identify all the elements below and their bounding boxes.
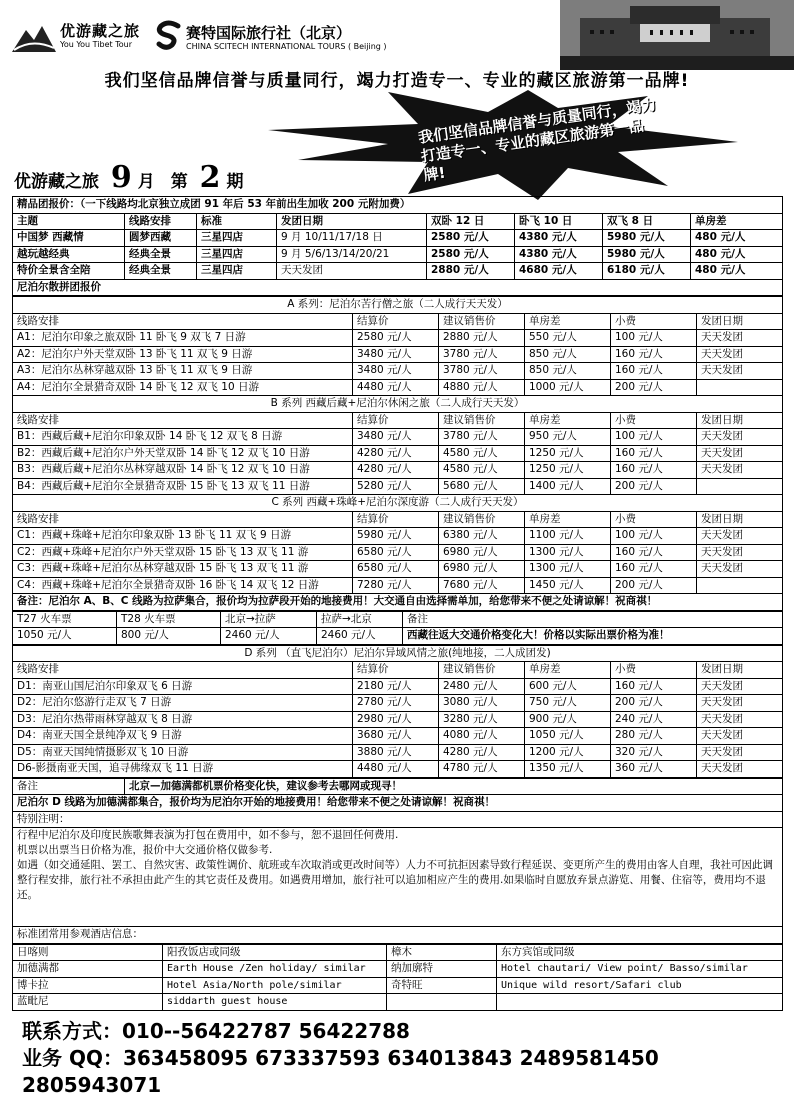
col-header: 小费 xyxy=(611,511,697,528)
table-row xyxy=(13,544,783,561)
table-cell: 阳孜饭店或同级 xyxy=(163,944,387,961)
table-cell: D2：尼泊尔悠游行走双飞 7 日游 xyxy=(13,695,353,712)
table-row xyxy=(13,330,783,347)
col-header: 发团日期 xyxy=(697,511,783,528)
agency-english: CHINA SCITECH INTERNATIONAL TOURS ( Beijing ) xyxy=(186,42,387,51)
col-header: 单房差 xyxy=(525,511,611,528)
table-cell: 9 月 10/11/17/18 日 xyxy=(277,230,427,247)
table-cell: 2580 元/人 xyxy=(427,246,515,263)
table-row xyxy=(13,462,783,479)
table-cell: A1：尼泊尔印象之旅双卧 11 卧飞 9 双飞 7 日游 xyxy=(13,330,353,347)
table-cell: Unique wild resort/Safari club xyxy=(497,977,783,994)
table-row xyxy=(13,944,783,961)
table-row xyxy=(13,246,783,263)
table-cell: C1：西藏+珠峰+尼泊尔印象双卧 13 卧飞 11 双飞 9 日游 xyxy=(13,528,353,545)
logo-english: You You Tibet Tour xyxy=(60,40,132,49)
table-cell: 博卡拉 xyxy=(13,977,163,994)
table-cell: 6980 元/人 xyxy=(439,544,525,561)
col-header: 建议销售价 xyxy=(439,511,525,528)
table-cell: 天天发团 xyxy=(697,761,783,778)
issue-line xyxy=(14,160,244,195)
table-cell: 2180 元/人 xyxy=(353,678,439,695)
table-row xyxy=(13,561,783,578)
table-cell: 3780 元/人 xyxy=(439,429,525,446)
table-cell: 6980 元/人 xyxy=(439,561,525,578)
table-cell: 4580 元/人 xyxy=(439,462,525,479)
table-cell: 4580 元/人 xyxy=(439,445,525,462)
col-header: 发团日期 xyxy=(697,662,783,679)
table-cell: 4680 元/人 xyxy=(515,263,603,280)
col-header: 结算价 xyxy=(353,662,439,679)
starburst-text: 我们坚信品牌信誉与质量同行，竭力打造专一、专业的藏区旅游第一品牌! xyxy=(417,95,658,185)
table-cell: 天天发团 xyxy=(697,711,783,728)
table-cell xyxy=(697,478,783,495)
table-row xyxy=(13,230,783,247)
issue-number: 2 xyxy=(199,160,221,195)
table-cell: 3780 元/人 xyxy=(439,346,525,363)
table-cell xyxy=(697,577,783,594)
table-cell: 4280 元/人 xyxy=(353,462,439,479)
issue-month: 9 xyxy=(110,160,132,195)
col-header: 线路安排 xyxy=(13,662,353,679)
transport-value: 800 元/人 xyxy=(117,628,221,645)
table-cell: 天天发团 xyxy=(697,363,783,380)
table-cell: 3680 元/人 xyxy=(353,728,439,745)
table-cell: 日喀则 xyxy=(13,944,163,961)
quote-header: 主题 xyxy=(13,213,125,230)
table-cell: 900 元/人 xyxy=(525,711,611,728)
table-cell: D5：南亚天国纯情摄影双飞 10 日游 xyxy=(13,744,353,761)
transport-header: 备注 xyxy=(403,611,783,628)
table-cell: 2480 元/人 xyxy=(439,678,525,695)
table-row xyxy=(13,744,783,761)
quote-header: 单房差 xyxy=(691,213,783,230)
table-cell: 1200 元/人 xyxy=(525,744,611,761)
table-cell: 4380 元/人 xyxy=(515,230,603,247)
table-cell: B1：西藏后藏+尼泊尔印象双卧 14 卧飞 12 双飞 8 日游 xyxy=(13,429,353,446)
table-cell: D3：尼泊尔热带雨林穿越双飞 8 日游 xyxy=(13,711,353,728)
table-cell: 6580 元/人 xyxy=(353,544,439,561)
col-header: 单房差 xyxy=(525,662,611,679)
col-header: 结算价 xyxy=(353,412,439,429)
table-cell: 天天发团 xyxy=(697,544,783,561)
issue-month-label: 月 xyxy=(137,172,155,192)
col-header: 小费 xyxy=(611,412,697,429)
table-cell: 2580 元/人 xyxy=(427,230,515,247)
table-cell: 天天发团 xyxy=(697,528,783,545)
col-header: 建议销售价 xyxy=(439,662,525,679)
table-cell: 经典全景 xyxy=(125,246,197,263)
table-row xyxy=(13,346,783,363)
note-line: 行程中尼泊尔及印度民族歌舞表演为打包在费用中，如不参与，恕不退回任何费用. xyxy=(17,829,399,841)
table-cell: 经典全景 xyxy=(125,263,197,280)
table-cell: 加德满都 xyxy=(13,961,163,978)
price-tables xyxy=(12,196,782,1011)
table-cell: 4080 元/人 xyxy=(439,728,525,745)
transport-header: 北京→拉萨 xyxy=(221,611,317,628)
table-cell: 4280 元/人 xyxy=(439,744,525,761)
table-cell: A4：尼泊尔全景猎奇双卧 14 卧飞 12 双飞 10 日游 xyxy=(13,379,353,396)
table-cell: 蓝毗尼 xyxy=(13,994,163,1011)
table-cell: 天天发团 xyxy=(697,462,783,479)
table-cell: 5980 元/人 xyxy=(603,230,691,247)
table-cell: 200 元/人 xyxy=(611,379,697,396)
table-cell: C4：西藏+珠峰+尼泊尔全景猎奇双卧 16 卧飞 14 双飞 12 日游 xyxy=(13,577,353,594)
table-cell: 9 月 5/6/13/14/20/21 xyxy=(277,246,427,263)
contact-block xyxy=(22,1018,794,1099)
series-d-table xyxy=(12,645,783,778)
table-cell: 3880 元/人 xyxy=(353,744,439,761)
table-row xyxy=(13,263,783,280)
table-cell: 3780 元/人 xyxy=(439,363,525,380)
table-cell: 三星四店 xyxy=(197,246,277,263)
table-row xyxy=(13,761,783,778)
table-cell: 280 元/人 xyxy=(611,728,697,745)
table-cell: A2：尼泊尔户外天堂双卧 13 卧飞 11 双飞 9 日游 xyxy=(13,346,353,363)
issue-label: 第 xyxy=(170,172,188,192)
table-cell: 5280 元/人 xyxy=(353,478,439,495)
table-cell: 1250 元/人 xyxy=(525,462,611,479)
table-cell: siddarth guest house xyxy=(163,994,387,1011)
table-cell: 5980 元/人 xyxy=(353,528,439,545)
table-cell: 750 元/人 xyxy=(525,695,611,712)
table-cell xyxy=(387,994,497,1011)
col-header: 小费 xyxy=(611,662,697,679)
table-cell: Hotel chautari/ View point/ Basso/similar xyxy=(497,961,783,978)
quote-header: 发团日期 xyxy=(277,213,427,230)
table-cell: 240 元/人 xyxy=(611,711,697,728)
header xyxy=(0,0,794,96)
table-cell: 6180 元/人 xyxy=(603,263,691,280)
logo-name: 优游藏之旅 xyxy=(60,22,141,40)
table-cell: 160 元/人 xyxy=(611,363,697,380)
table-cell: 950 元/人 xyxy=(525,429,611,446)
transport-value: 1050 元/人 xyxy=(13,628,117,645)
table-cell: 1350 元/人 xyxy=(525,761,611,778)
table-cell: 2880 元/人 xyxy=(427,263,515,280)
table-row xyxy=(13,728,783,745)
col-header: 小费 xyxy=(611,313,697,330)
issue-suffix: 期 xyxy=(226,172,244,192)
col-header: 单房差 xyxy=(525,313,611,330)
table-cell: 4780 元/人 xyxy=(439,761,525,778)
table-cell: 中国梦 西藏情 xyxy=(13,230,125,247)
contact-phone-label: 联系方式： xyxy=(22,1019,122,1043)
table-cell: 天天发团 xyxy=(697,728,783,745)
hotels-title: 标准团常用参观酒店信息： xyxy=(13,927,783,944)
table-cell: 天天发团 xyxy=(697,346,783,363)
table-cell: 2780 元/人 xyxy=(353,695,439,712)
table-row xyxy=(13,678,783,695)
slogan: 我们坚信品牌信誉与质量同行，竭力打造专一、专业的藏区旅游第一品牌! xyxy=(104,71,690,91)
table-cell: 特价全景含全陪 xyxy=(13,263,125,280)
notes-body xyxy=(13,828,783,927)
table-cell: 天天发团 xyxy=(697,561,783,578)
table-cell: 4280 元/人 xyxy=(353,445,439,462)
quote-header: 双卧 12 日 xyxy=(427,213,515,230)
table-cell: 1000 元/人 xyxy=(525,379,611,396)
table-cell: 3480 元/人 xyxy=(353,429,439,446)
transport-value: 西藏往返大交通价格变化大！价格以实际出票价格为准！ xyxy=(403,628,783,645)
table-row xyxy=(13,695,783,712)
table-cell: A3：尼泊尔丛林穿越双卧 13 卧飞 11 双飞 9 日游 xyxy=(13,363,353,380)
table-cell: 550 元/人 xyxy=(525,330,611,347)
table-cell: B4：西藏后藏+尼泊尔全景猎奇双卧 15 卧飞 13 双飞 11 日游 xyxy=(13,478,353,495)
col-header: 结算价 xyxy=(353,511,439,528)
table-cell: 7280 元/人 xyxy=(353,577,439,594)
quote-table xyxy=(12,196,783,296)
contact-phone xyxy=(22,1018,794,1045)
table-cell: 东方宾馆或同级 xyxy=(497,944,783,961)
table-cell: 160 元/人 xyxy=(611,445,697,462)
table-cell: 850 元/人 xyxy=(525,346,611,363)
table-row xyxy=(13,445,783,462)
table-cell: 4480 元/人 xyxy=(353,379,439,396)
table-cell: 200 元/人 xyxy=(611,695,697,712)
nepal-table xyxy=(12,296,783,611)
hotels-table xyxy=(12,944,783,1011)
table-cell: 三星四店 xyxy=(197,230,277,247)
table-row xyxy=(13,994,783,1011)
nepal-title: 尼泊尔散拼团报价 xyxy=(13,279,783,296)
table-cell: 1100 元/人 xyxy=(525,528,611,545)
table-cell: 100 元/人 xyxy=(611,429,697,446)
transport-value: 2460 元/人 xyxy=(221,628,317,645)
table-cell: 7680 元/人 xyxy=(439,577,525,594)
table-cell: 1250 元/人 xyxy=(525,445,611,462)
table-cell: B3：西藏后藏+尼泊尔丛林穿越双卧 14 卧飞 12 双飞 10 日游 xyxy=(13,462,353,479)
table-cell: 6580 元/人 xyxy=(353,561,439,578)
table-cell: 樟木 xyxy=(387,944,497,961)
table-cell: 3480 元/人 xyxy=(353,363,439,380)
table-cell: 天天发团 xyxy=(277,263,427,280)
table-cell: 纳加廓特 xyxy=(387,961,497,978)
series-a-title: A 系列：尼泊尔苦行僧之旅（二人成行天天发） xyxy=(13,297,783,314)
table-cell: 4480 元/人 xyxy=(353,761,439,778)
col-header: 发团日期 xyxy=(697,313,783,330)
table-cell: 2880 元/人 xyxy=(439,330,525,347)
col-header: 线路安排 xyxy=(13,511,353,528)
contact-phone-value: 010--56422787 56422788 xyxy=(122,1019,410,1043)
quote-header: 双飞 8 日 xyxy=(603,213,691,230)
table-cell: 三星四店 xyxy=(197,263,277,280)
mountain-logo-icon xyxy=(12,20,56,56)
col-header: 线路安排 xyxy=(13,412,353,429)
series-d-title: D 系列 （直飞尼泊尔）尼泊尔异域风情之旅(纯地接，二人成团发) xyxy=(13,645,783,662)
table-cell: 100 元/人 xyxy=(611,528,697,545)
table-cell: 200 元/人 xyxy=(611,577,697,594)
series-c-title: C 系列 西藏+珠峰+尼泊尔深度游（二人成行天天发） xyxy=(13,495,783,512)
table-row xyxy=(13,977,783,994)
transport-value: 2460 元/人 xyxy=(317,628,403,645)
table-cell: 天天发团 xyxy=(697,429,783,446)
quote-header: 线路安排 xyxy=(125,213,197,230)
table-cell: 5680 元/人 xyxy=(439,478,525,495)
table-cell: 1300 元/人 xyxy=(525,544,611,561)
col-header: 建议销售价 xyxy=(439,412,525,429)
table-cell: 1300 元/人 xyxy=(525,561,611,578)
agency-s-logo-icon xyxy=(156,20,182,50)
quote-title: 精品团报价：（一下线路均北京独立成团 91 年后 53 年前出生加收 200 元附加费） xyxy=(13,197,783,214)
table-cell: 160 元/人 xyxy=(611,462,697,479)
note-line: 机票以出票当日价格为准，报价中大交通价格仅做参考. xyxy=(17,844,273,856)
series-d-remark: 尼泊尔 D 线路为加德满都集合，报价均为尼泊尔开始的地接费用！给您带来不便之处请谅解！祝商祺！ xyxy=(13,795,783,812)
table-cell: 100 元/人 xyxy=(611,330,697,347)
table-cell: 360 元/人 xyxy=(611,761,697,778)
table-cell: 天天发团 xyxy=(697,445,783,462)
table-cell: 160 元/人 xyxy=(611,544,697,561)
contact-qq-label: 业务 QQ： xyxy=(22,1046,123,1070)
quote-header: 标准 xyxy=(197,213,277,230)
series-c-remark: 备注：尼泊尔 A、B、C 线路为拉萨集合，报价均为拉萨段开始的地接费用！大交通自由选择需单加，给您带来不便之处请谅解！祝商祺！ xyxy=(13,594,783,611)
table-cell: 200 元/人 xyxy=(611,478,697,495)
table-cell: 天天发团 xyxy=(697,330,783,347)
table-cell: 1050 元/人 xyxy=(525,728,611,745)
col-header: 线路安排 xyxy=(13,313,353,330)
table-row xyxy=(13,528,783,545)
table-cell: 圆梦西藏 xyxy=(125,230,197,247)
table-cell: 3480 元/人 xyxy=(353,346,439,363)
table-cell: 2580 元/人 xyxy=(353,330,439,347)
table-cell: 480 元/人 xyxy=(691,230,783,247)
col-header: 建议销售价 xyxy=(439,313,525,330)
table-cell: 6380 元/人 xyxy=(439,528,525,545)
table-cell: C2：西藏+珠峰+尼泊尔户外天堂双卧 15 卧飞 13 双飞 11 游 xyxy=(13,544,353,561)
table-cell: D1：南亚山国尼泊尔印象双飞 6 日游 xyxy=(13,678,353,695)
quote-header: 卧飞 10 日 xyxy=(515,213,603,230)
remark-text: 北京—加德满都机票价格变化快，建议参考去哪网或现寻！ xyxy=(125,778,783,795)
table-cell: 600 元/人 xyxy=(525,678,611,695)
contact-qq xyxy=(22,1045,794,1099)
table-cell: 5980 元/人 xyxy=(603,246,691,263)
note-line: 如遇（如交通延阻、罢工、自然灾害、政策性调价、航班或车次取消或更改时间等）人力不可抗拒因素导致行程延误、变更所产生的费用由客人自理，我社可因此调整行程安排，旅行社不承担由此产生的其它责任及费用。如遇费用增加，旅行社可以追加相应产生的费用.如果临时自愿放弃景点游览、用餐、住宿等，费用均不退还。 xyxy=(17,859,773,901)
transport-header: 拉萨→北京 xyxy=(317,611,403,628)
table-cell: 160 元/人 xyxy=(611,346,697,363)
table-cell: 4880 元/人 xyxy=(439,379,525,396)
table-row xyxy=(13,961,783,978)
table-row xyxy=(13,577,783,594)
notes-title: 特别注明： xyxy=(13,811,783,828)
table-cell: B2：西藏后藏+尼泊尔户外天堂双卧 14 卧飞 12 双飞 10 日游 xyxy=(13,445,353,462)
table-row xyxy=(13,478,783,495)
table-cell: 160 元/人 xyxy=(611,678,697,695)
agency-name: 赛特国际旅行社（北京） xyxy=(186,24,352,42)
table-row xyxy=(13,363,783,380)
col-header: 发团日期 xyxy=(697,412,783,429)
transport-header: T28 火车票 xyxy=(117,611,221,628)
table-cell: Hotel Asia/North pole/similar xyxy=(163,977,387,994)
table-row xyxy=(13,429,783,446)
table-cell: 天天发团 xyxy=(697,744,783,761)
col-header: 单房差 xyxy=(525,412,611,429)
table-cell: 奇特旺 xyxy=(387,977,497,994)
potala-palace-photo xyxy=(560,0,794,70)
table-cell: D6-影摄南亚天国，追寻佛缘双飞 11 日游 xyxy=(13,761,353,778)
transport-table xyxy=(12,611,783,645)
table-cell: 480 元/人 xyxy=(691,246,783,263)
table-cell: 3080 元/人 xyxy=(439,695,525,712)
table-cell xyxy=(697,379,783,396)
table-cell: 850 元/人 xyxy=(525,363,611,380)
table-cell: Earth House /Zen holiday/ similar xyxy=(163,961,387,978)
table-cell: 天天发团 xyxy=(697,678,783,695)
table-cell: 1400 元/人 xyxy=(525,478,611,495)
table-cell: C3：西藏+珠峰+尼泊尔丛林穿越双卧 15 卧飞 13 双飞 11 游 xyxy=(13,561,353,578)
table-cell: 160 元/人 xyxy=(611,561,697,578)
table-cell: 4380 元/人 xyxy=(515,246,603,263)
issue-prefix: 优游藏之旅 xyxy=(14,172,99,192)
table-cell: 2980 元/人 xyxy=(353,711,439,728)
table-cell: 480 元/人 xyxy=(691,263,783,280)
table-cell: 3280 元/人 xyxy=(439,711,525,728)
transport-header: T27 火车票 xyxy=(13,611,117,628)
table-cell: 1450 元/人 xyxy=(525,577,611,594)
table-cell: 天天发团 xyxy=(697,695,783,712)
table-row xyxy=(13,711,783,728)
remarks-table xyxy=(12,778,783,944)
remark-label: 备注 xyxy=(13,778,125,795)
table-cell xyxy=(497,994,783,1011)
table-row xyxy=(13,379,783,396)
series-b-title: B 系列 西藏后藏+尼泊尔休闲之旅（二人成行天天发） xyxy=(13,396,783,413)
table-cell: 越玩越经典 xyxy=(13,246,125,263)
col-header: 结算价 xyxy=(353,313,439,330)
table-cell: D4：南亚天国全景纯净双飞 9 日游 xyxy=(13,728,353,745)
table-cell: 320 元/人 xyxy=(611,744,697,761)
contact-qq-value: 363458095 673337593 634013843 2489581450 2805943071 xyxy=(22,1046,659,1097)
